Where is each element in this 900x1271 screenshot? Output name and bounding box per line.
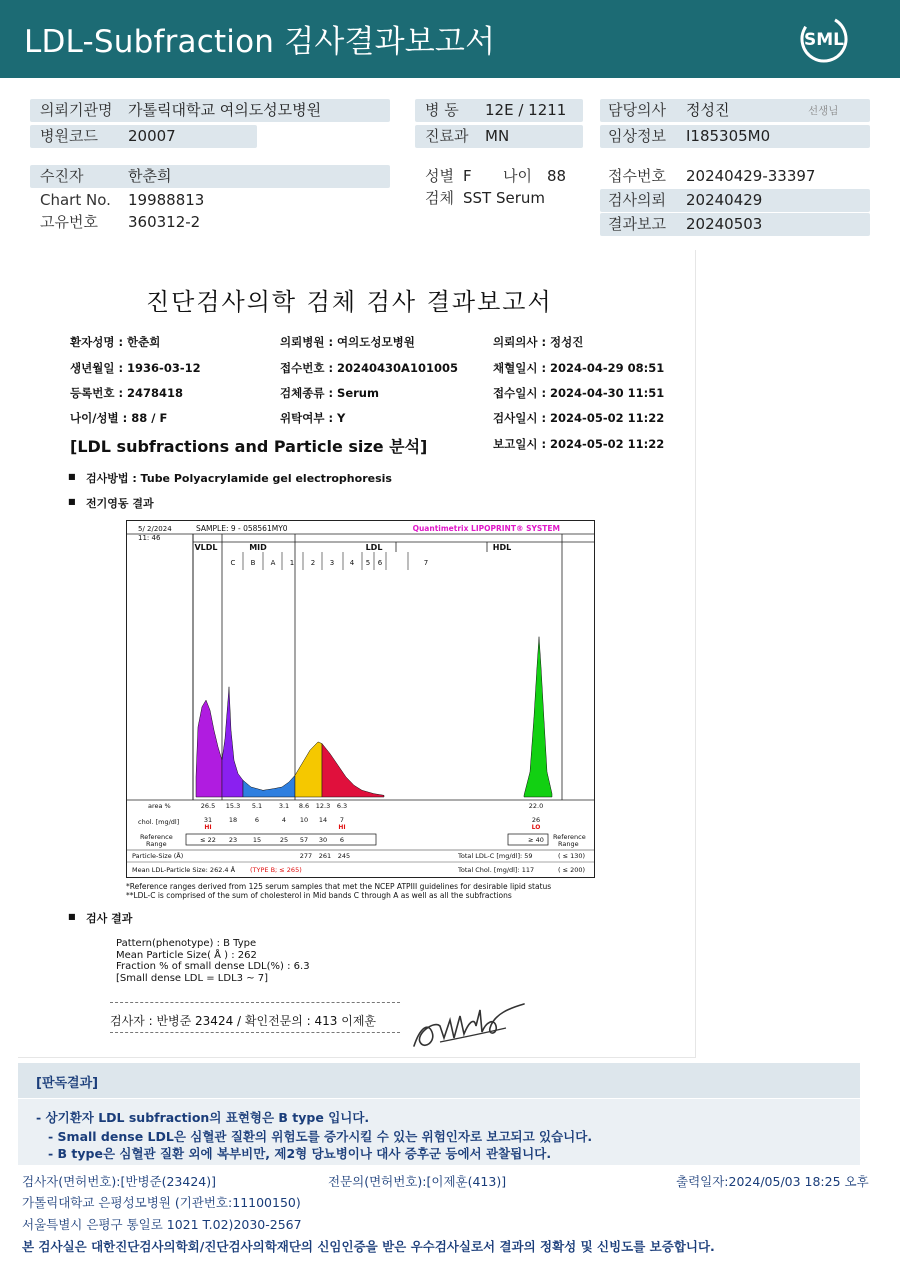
dept-value: MN: [485, 127, 510, 145]
result-heading: ■ 검사 결과: [86, 910, 132, 926]
request-value: 20240429: [686, 191, 763, 209]
chart-no-row: [30, 189, 390, 212]
chol-flag: HI: [338, 824, 346, 831]
scanned-report: [18, 250, 696, 1058]
patient-info-item: 보고일시 : 2024-05-02 11:22: [493, 437, 665, 451]
receipt-row: [600, 165, 870, 188]
institution-label: 의뢰기관명: [40, 101, 113, 119]
chart-system: Quantimetrix LIPOPRINT® SYSTEM: [412, 524, 560, 533]
particle-size-value: 245: [337, 852, 351, 860]
band-label: 2: [310, 559, 316, 567]
result-line: Fraction % of small dense LDL(%) : 6.3: [116, 961, 310, 972]
report-header: [0, 0, 900, 78]
hospital-code-label: 병원코드: [40, 127, 98, 145]
chol-value: 18: [228, 816, 238, 824]
ref-right-label-2: Range: [558, 840, 579, 848]
result-line: [Small dense LDL = LDL3 ~ 7]: [116, 972, 269, 984]
area-value: 8.6: [298, 802, 310, 810]
sml-logo: [796, 14, 852, 64]
chol-value: 7: [339, 816, 345, 824]
footer-tester: 검사자(면허번호):[반병준(23424)]: [22, 1174, 216, 1189]
interpretation-body: [18, 1099, 860, 1165]
chart-footnotes: [126, 883, 551, 900]
age-label: 나이: [503, 167, 532, 185]
patient-value: 한춘희: [128, 167, 172, 185]
footer-address: 서울특별시 은평구 통일로 1021 T.02)2030-2567: [22, 1217, 302, 1232]
interpretation-line: - 상기환자 LDL subfraction의 표현형은 B type 입니다.: [36, 1110, 370, 1125]
patient-info-item: 위탁여부 : Y: [280, 411, 346, 425]
interpretation-heading: [판독결과]: [36, 1076, 99, 1091]
ref-value: ≥ 40: [528, 836, 544, 844]
ref-value: 6: [339, 836, 345, 844]
interpretation-line: - Small dense LDL은 심혈관 질환의 위험도를 증가시킬 수 있는 위험인자로 보고되고 있습니다.: [48, 1129, 593, 1144]
chol-row-label: chol. [mg/dl]: [138, 818, 180, 826]
hospital-code-value: 20007: [128, 127, 176, 145]
method-bullet: ■ 검사방법 : Tube Polyacrylamide gel electrophoresis: [86, 470, 392, 486]
ref-value: 25: [279, 836, 289, 844]
report-title: 진단검사의학 검체 검사 결과보고서: [146, 288, 553, 316]
doctor-value: 정성진: [686, 101, 730, 119]
sex-age-row: [415, 165, 585, 188]
patient-row: [30, 165, 390, 188]
chol-value: 31: [203, 816, 213, 824]
interpretation-line: - B type은 심혈관 질환 외에 복부비만, 제2형 당뇨병이나 대사 증후군 등에서 관찰됩니다.: [48, 1146, 552, 1161]
band-label: 5: [365, 559, 371, 567]
ref-value: 23: [228, 836, 238, 844]
band-label: 4: [349, 559, 355, 567]
patient-info-item: 생년월일 : 1936-03-12: [70, 361, 201, 375]
divider: [110, 1032, 400, 1033]
result-line: Mean Particle Size( Å ) : 262: [116, 949, 257, 961]
result-line: Pattern(phenotype) : B Type: [116, 938, 257, 949]
logo-text: SML: [804, 30, 844, 50]
clinical-row: [600, 125, 870, 148]
total-chol: Total Chol. [mg/dl]: 117: [458, 866, 535, 874]
id-value: 360312-2: [128, 213, 201, 231]
ward-row: [415, 99, 583, 122]
band-label: 7: [423, 559, 429, 567]
request-label: 검사의뢰: [608, 191, 666, 209]
patient-info-item: 채혈일시 : 2024-04-29 08:51: [493, 361, 665, 375]
specimen-label: 검체: [425, 189, 454, 207]
divider: [110, 1002, 400, 1003]
ref-value: 30: [318, 836, 328, 844]
footnote-2: **LDL-C is comprised of the sum of cholesterol in Mid bands C through A as well as all the subfractions: [126, 890, 512, 900]
band-label: 3: [329, 559, 335, 567]
patient-label: 수진자: [40, 167, 84, 185]
particle-size-value: 277: [299, 852, 313, 860]
patient-info-item: 의뢰병원 : 여의도성모병원: [280, 335, 415, 349]
total-ldl-ref: ( ≤ 130): [558, 852, 586, 860]
patient-info-item: 검체종류 : Serum: [280, 386, 379, 400]
section-heading: [LDL subfractions and Particle size 분석]: [70, 437, 428, 456]
region-label: MID: [249, 543, 267, 552]
footer-certification: 본 검사실은 대한진단검사의학회/진단검사의학재단의 신임인증을 받은 우수검사실로서 결과의 정확성 및 신빙도를 보증합니다.: [22, 1239, 715, 1254]
area-value: 26.5: [200, 802, 216, 810]
patient-info-item: 등록번호 : 2478418: [70, 386, 184, 400]
ref-row-label-2: Range: [146, 840, 167, 848]
band-label: 1: [289, 559, 295, 567]
page-title: LDL-Subfraction 검사결과보고서: [24, 24, 496, 60]
chol-flag: LO: [531, 824, 541, 831]
result-list: [116, 938, 310, 984]
chart-date: 5/ 2/2024: [138, 525, 172, 533]
ref-value: 15: [252, 836, 262, 844]
chol-value: 6: [254, 816, 260, 824]
report-date-value: 20240503: [686, 215, 763, 233]
footer-hospital: 가톨릭대학교 은평성모병원 (기관번호:11100150): [22, 1195, 301, 1210]
chol-value: 10: [299, 816, 309, 824]
signature-line: 검사자 : 반병준 23424 / 확인전문의 : 413 이제훈: [110, 1014, 377, 1028]
receipt-value: 20240429-33397: [686, 167, 816, 185]
receipt-label: 접수번호: [608, 167, 666, 185]
area-value: 22.0: [528, 802, 544, 810]
footer-specialist: 전문의(면허번호):[이제훈(413)]: [328, 1174, 507, 1189]
chol-flag: HI: [204, 824, 212, 831]
region-label: LDL: [365, 543, 383, 552]
report-date-row: [600, 213, 870, 236]
institution-value: 가톨릭대학교 여의도성모병원: [128, 101, 322, 119]
region-label: HDL: [492, 543, 512, 552]
doctor-label: 담당의사: [608, 101, 666, 119]
patient-info-item: 접수번호 : 20240430A101005: [280, 361, 458, 375]
area-value: 15.3: [225, 802, 241, 810]
band-label: C: [230, 559, 236, 567]
doctor-row: [600, 99, 870, 122]
ref-value: ≤ 22: [200, 836, 216, 844]
particle-size-value: 261: [318, 852, 332, 860]
request-row: [600, 189, 870, 212]
hospital-code-row: [30, 125, 257, 148]
chart-no-label: Chart No.: [40, 191, 111, 209]
band-label: A: [270, 559, 276, 567]
dept-label: 진료과: [425, 127, 469, 145]
total-chol-ref: ( ≤ 200): [558, 866, 586, 874]
area-value: 6.3: [336, 802, 348, 810]
ref-row-label: Reference: [140, 833, 173, 841]
total-ldl: Total LDL-C [mg/dl]: 59: [458, 852, 533, 860]
ref-right-label: Reference: [553, 833, 586, 841]
band-label: 6: [377, 559, 383, 567]
sex-value: F: [463, 167, 472, 185]
patient-info-item: 의뢰의사 : 정성진: [493, 335, 584, 349]
interpretation-header: [18, 1063, 860, 1098]
patient-info-item: 나이/성별 : 88 / F: [70, 411, 168, 425]
clinical-value: I185305M0: [686, 127, 771, 145]
ward-label: 병 동: [425, 101, 459, 119]
chart-sample: SAMPLE: 9 - 058561MY0: [196, 524, 288, 533]
area-value: 3.1: [278, 802, 290, 810]
chol-value: 26: [531, 816, 541, 824]
electrophoresis-heading: ■ 전기영동 결과: [86, 495, 154, 511]
specimen-row: [415, 187, 585, 210]
footer-output-date: 출력일자:2024/05/03 18:25 오후: [676, 1174, 869, 1189]
region-label: VLDL: [194, 543, 218, 552]
doctor-suffix: 선생님: [808, 105, 839, 117]
patient-info-item: 환자성명 : 한춘희: [70, 335, 161, 349]
clinical-label: 임상정보: [608, 127, 666, 145]
particle-size-label: Particle-Size (Å): [132, 852, 184, 860]
ward-value: 12E / 1211: [485, 101, 567, 119]
area-value: 12.3: [315, 802, 331, 810]
handwritten-signature: [410, 998, 530, 1054]
report-date-label: 결과보고: [608, 215, 666, 233]
mean-size: Mean LDL-Particle Size: 262.4 Å: [132, 866, 236, 874]
area-row-label: area %: [148, 802, 171, 810]
patient-info-item: 접수일시 : 2024-04-30 11:51: [493, 386, 665, 400]
area-value: 5.1: [251, 802, 263, 810]
chart-no-value: 19988813: [128, 191, 205, 209]
chol-value: 4: [281, 816, 287, 824]
id-row: [30, 211, 390, 234]
lipoprint-chart: [126, 520, 598, 880]
patient-info-item: 검사일시 : 2024-05-02 11:22: [493, 411, 665, 425]
chart-time: 11: 46: [138, 534, 161, 542]
dept-row: [415, 125, 583, 148]
age-value: 88: [547, 167, 567, 185]
mean-size-type: (TYPE B; ≤ 265): [250, 866, 302, 874]
ref-value: 57: [299, 836, 309, 844]
band-label: B: [250, 559, 256, 567]
sex-label: 성별: [425, 167, 454, 185]
chol-value: 14: [318, 816, 328, 824]
institution-row: [30, 99, 390, 122]
specimen-value: SST Serum: [463, 189, 546, 207]
id-label: 고유번호: [40, 213, 98, 231]
footnote-1: *Reference ranges derived from 125 serum samples that met the NCEP ATPIII guidelines for desirable lipid status: [126, 882, 552, 891]
